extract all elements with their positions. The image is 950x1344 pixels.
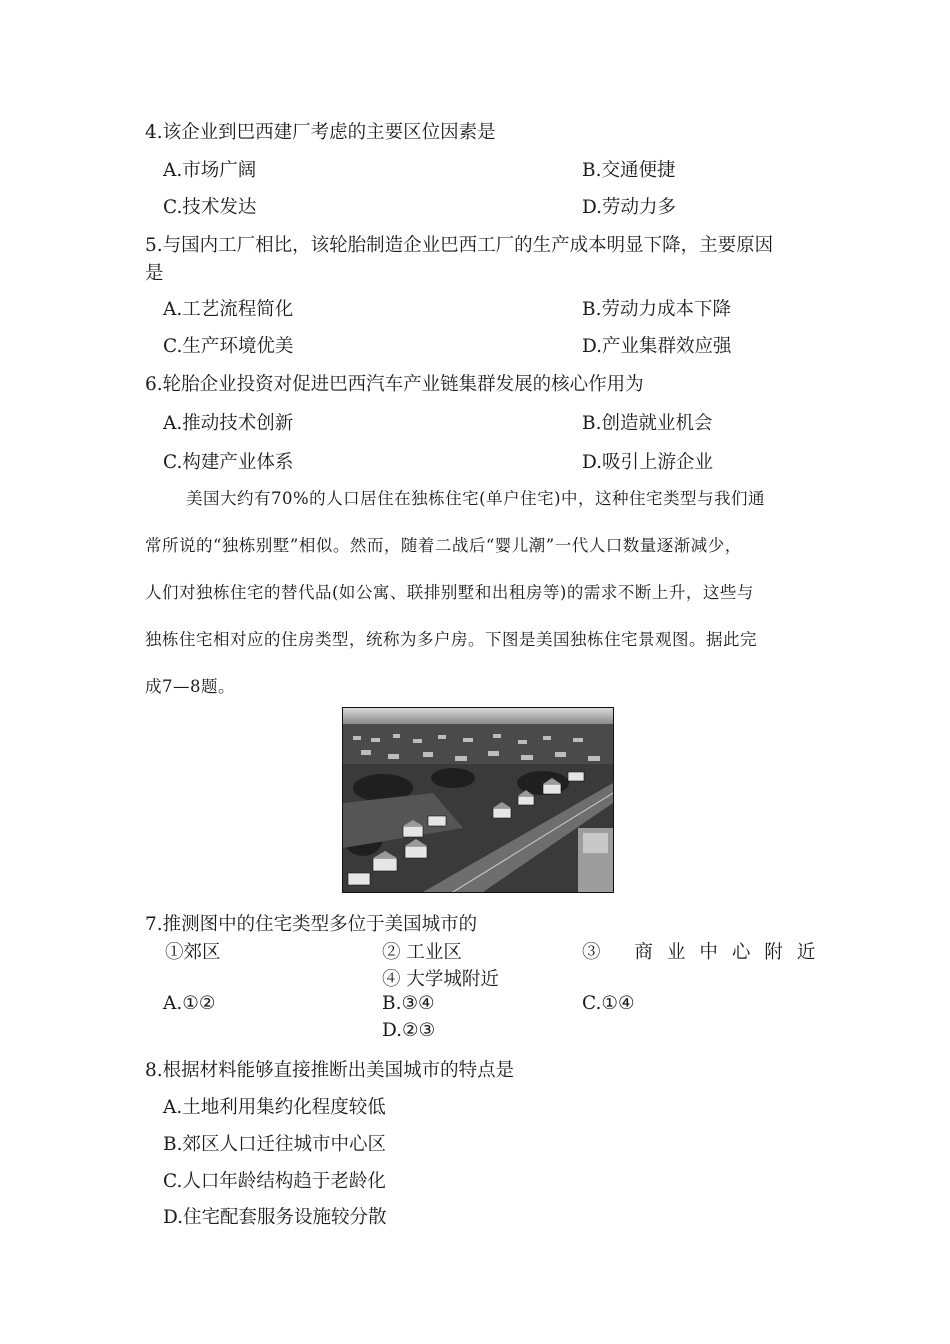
- q7-item-2: ② 工业区: [382, 942, 462, 963]
- q7-option-a: A.①②: [163, 993, 216, 1014]
- q8-option-c: C.人口年龄结构趋于老龄化: [163, 1171, 386, 1192]
- q7-item-3: ③ 商业中心附近: [582, 942, 830, 963]
- aerial-neighborhood-image: [343, 708, 613, 892]
- q7-stem: 7.推测图中的住宅类型多位于美国城市的: [145, 914, 478, 935]
- q7-option-b: B.③④: [382, 993, 435, 1014]
- q4-option-c: C.技术发达: [163, 197, 257, 218]
- suburban-houses-photo: [342, 707, 614, 893]
- q7-item-4: ④ 大学城附近: [382, 969, 499, 990]
- passage-line-5: 成7—8题。: [145, 677, 235, 696]
- passage-line-1: 美国大约有70%的人口居住在独栋住宅(单户住宅)中，这种住宅类型与我们通: [186, 489, 766, 508]
- q6-option-d: D.吸引上游企业: [582, 452, 714, 473]
- q7-item-1: ①郊区: [165, 942, 221, 963]
- q5-option-b: B.劳动力成本下降: [582, 299, 731, 320]
- q4-stem: 4.该企业到巴西建厂考虑的主要区位因素是: [145, 122, 496, 143]
- q7-option-d: D.②③: [382, 1020, 436, 1041]
- q7-option-c: C.①④: [582, 993, 635, 1014]
- q5-option-c: C.生产环境优美: [163, 336, 294, 357]
- q5-stem: 5.与国内工厂相比，该轮胎制造企业巴西工厂的生产成本明显下降，主要原因: [145, 235, 774, 256]
- q8-option-b: B.郊区人口迁往城市中心区: [163, 1134, 386, 1155]
- q5-option-d: D.产业集群效应强: [582, 336, 732, 357]
- q4-option-b: B.交通便捷: [582, 160, 676, 181]
- q8-stem: 8.根据材料能够直接推断出美国城市的特点是: [145, 1060, 515, 1081]
- q6-option-c: C.构建产业体系: [163, 452, 294, 473]
- q6-option-b: B.创造就业机会: [582, 413, 713, 434]
- passage-line-4: 独栋住宅相对应的住房类型，统称为多户房。下图是美国独栋住宅景观图。据此完: [145, 630, 757, 649]
- q5-stem-continued: 是: [145, 263, 164, 284]
- q6-option-a: A.推动技术创新: [163, 413, 294, 434]
- q4-option-d: D.劳动力多: [582, 197, 677, 218]
- q5-option-a: A.工艺流程简化: [163, 299, 294, 320]
- q8-option-a: A.土地利用集约化程度较低: [163, 1097, 386, 1118]
- passage-line-2: 常所说的“独栋别墅”相似。然而，随着二战后“婴儿潮”一代人口数量逐渐减少，: [145, 536, 742, 555]
- passage-line-3: 人们对独栋住宅的替代品(如公寓、联排别墅和出租房等)的需求不断上升，这些与: [145, 583, 754, 602]
- q4-option-a: A.市场广阔: [163, 160, 257, 181]
- q6-stem: 6.轮胎企业投资对促进巴西汽车产业链集群发展的核心作用为: [145, 374, 644, 395]
- q8-option-d: D.住宅配套服务设施较分散: [163, 1207, 387, 1228]
